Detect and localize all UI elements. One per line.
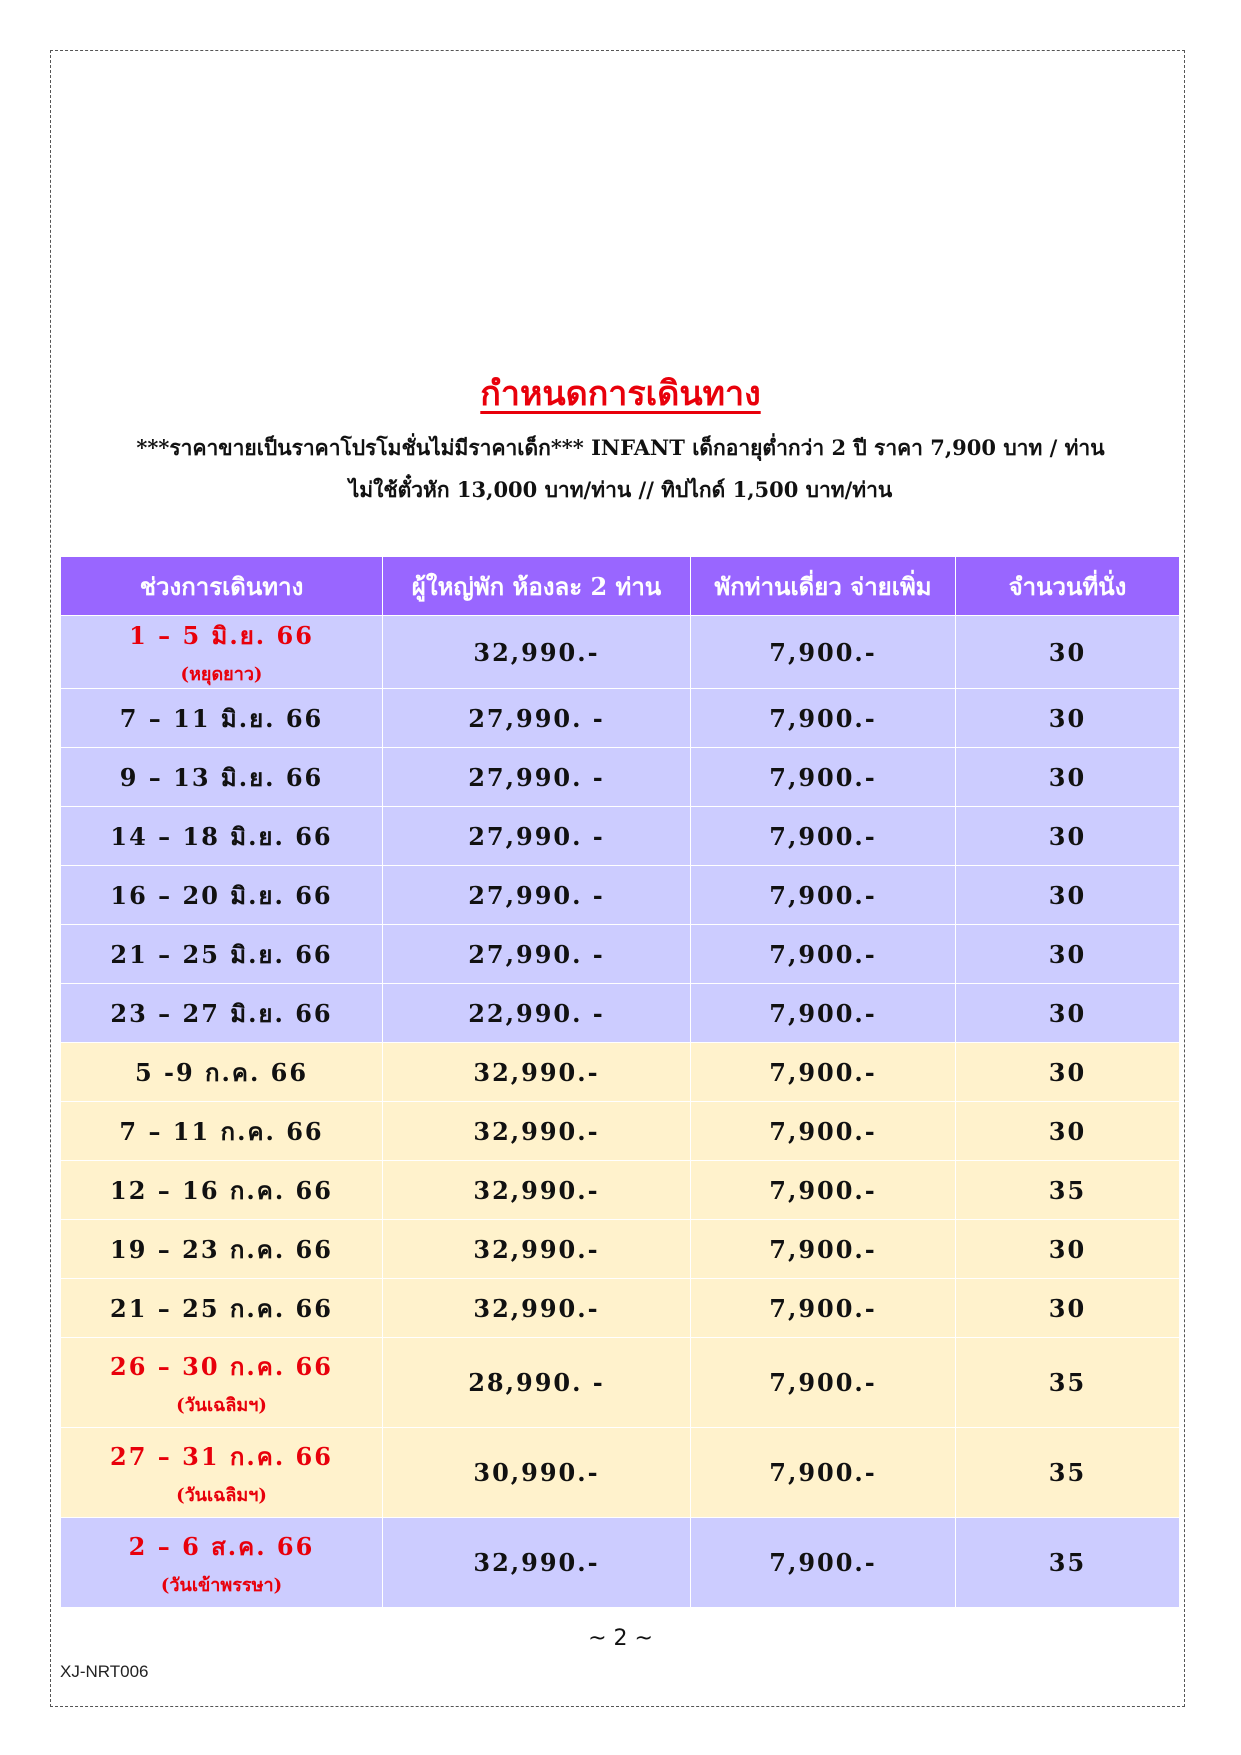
date-cell: 14 – 18 มิ.ย. 66 [61, 807, 383, 866]
table-row [61, 689, 1180, 748]
header-single-supplement: พักท่านเดี่ยว จ่ายเพิ่ม [691, 557, 956, 616]
table-row [61, 1043, 1180, 1102]
single-price-cell: 7,900.- [691, 748, 956, 807]
table-row [61, 984, 1180, 1043]
date-cell [61, 1428, 383, 1518]
date-text: 26 – 30 ก.ค. 66 [110, 1351, 333, 1381]
seats-cell: 35 [956, 1428, 1180, 1518]
adult-price-cell: 32,990.- [383, 616, 691, 689]
date-cell: 7 – 11 ก.ค. 66 [61, 1102, 383, 1161]
seats-cell: 30 [956, 1102, 1180, 1161]
date-cell [61, 1338, 383, 1428]
seats-cell: 30 [956, 807, 1180, 866]
single-price-cell: 7,900.- [691, 1161, 956, 1220]
table-row [61, 1279, 1180, 1338]
adult-price-cell: 27,990. - [383, 866, 691, 925]
table-row [61, 616, 1180, 689]
date-note: (วันเฉลิมฯ) [176, 1484, 267, 1506]
tip-note: ไม่ใช้ตั๋วหัก 13,000 บาท/ท่าน // ทิปไกด์ 1,500 บาท/ท่าน [348, 477, 893, 502]
single-price-cell: 7,900.- [691, 866, 956, 925]
adult-price-cell: 28,990. - [383, 1338, 691, 1428]
table-row [61, 1102, 1180, 1161]
single-price-cell: 7,900.- [691, 1279, 956, 1338]
date-cell: 21 – 25 ก.ค. 66 [61, 1279, 383, 1338]
table-row [61, 925, 1180, 984]
table-row [61, 748, 1180, 807]
date-text: 1 – 5 มิ.ย. 66 [129, 621, 314, 650]
adult-price-cell: 32,990.- [383, 1220, 691, 1279]
table-row [61, 807, 1180, 866]
table-header-row [61, 557, 1180, 616]
table-row [61, 1428, 1180, 1518]
adult-price-cell: 27,990. - [383, 689, 691, 748]
seats-cell: 30 [956, 1043, 1180, 1102]
seats-cell: 30 [956, 1279, 1180, 1338]
seats-cell: 35 [956, 1338, 1180, 1428]
single-price-cell: 7,900.- [691, 1338, 956, 1428]
header-adult-price: ผู้ใหญ่พัก ห้องละ 2 ท่าน [383, 557, 691, 616]
table-row [61, 1338, 1180, 1428]
adult-price-cell: 32,990.- [383, 1161, 691, 1220]
single-price-cell: 7,900.- [691, 925, 956, 984]
seats-cell: 30 [956, 984, 1180, 1043]
page-number: ~ 2 ~ [588, 1626, 653, 1651]
header-seats: จำนวนที่นั่ง [956, 557, 1180, 616]
date-text: 27 – 31 ก.ค. 66 [110, 1441, 333, 1471]
date-cell: 5 -9 ก.ค. 66 [61, 1043, 383, 1102]
seats-cell: 30 [956, 866, 1180, 925]
adult-price-cell: 30,990.- [383, 1428, 691, 1518]
date-note: (หยุดยาว) [180, 664, 263, 685]
single-price-cell: 7,900.- [691, 616, 956, 689]
seats-cell: 30 [956, 925, 1180, 984]
adult-price-cell: 27,990. - [383, 807, 691, 866]
date-note: (วันเข้าพรรษา) [160, 1574, 283, 1596]
adult-price-cell: 32,990.- [383, 1518, 691, 1608]
single-price-cell: 7,900.- [691, 1428, 956, 1518]
date-cell: 21 – 25 มิ.ย. 66 [61, 925, 383, 984]
single-price-cell: 7,900.- [691, 1518, 956, 1608]
seats-cell: 35 [956, 1161, 1180, 1220]
date-cell: 12 – 16 ก.ค. 66 [61, 1161, 383, 1220]
date-note: (วันเฉลิมฯ) [176, 1394, 267, 1416]
date-cell: 16 – 20 มิ.ย. 66 [61, 866, 383, 925]
date-cell: 7 – 11 มิ.ย. 66 [61, 689, 383, 748]
single-price-cell: 7,900.- [691, 689, 956, 748]
date-cell [61, 1518, 383, 1608]
table-row [61, 1518, 1180, 1608]
page-title: กำหนดการเดินทาง [480, 374, 761, 414]
adult-price-cell: 27,990. - [383, 748, 691, 807]
tour-code: XJ-NRT006 [60, 1662, 149, 1681]
date-cell [61, 616, 383, 689]
date-cell: 9 – 13 มิ.ย. 66 [61, 748, 383, 807]
table-row [61, 866, 1180, 925]
adult-price-cell: 22,990. - [383, 984, 691, 1043]
table-row [61, 1220, 1180, 1279]
seats-cell: 30 [956, 748, 1180, 807]
seats-cell: 30 [956, 1220, 1180, 1279]
single-price-cell: 7,900.- [691, 984, 956, 1043]
adult-price-cell: 32,990.- [383, 1279, 691, 1338]
date-cell: 23 – 27 มิ.ย. 66 [61, 984, 383, 1043]
header-travel-period: ช่วงการเดินทาง [61, 557, 383, 616]
pricing-note: ***ราคาขายเป็นราคาโปรโมชั่นไม่มีราคาเด็ก*** INFANT เด็กอายุต่ำกว่า 2 ปี ราคา 7,900 บาท / ท่าน [136, 435, 1105, 460]
seats-cell: 30 [956, 689, 1180, 748]
single-price-cell: 7,900.- [691, 1102, 956, 1161]
table-row [61, 1161, 1180, 1220]
seats-cell: 35 [956, 1518, 1180, 1608]
single-price-cell: 7,900.- [691, 1043, 956, 1102]
single-price-cell: 7,900.- [691, 1220, 956, 1279]
date-text: 2 – 6 ส.ค. 66 [128, 1531, 315, 1561]
single-price-cell: 7,900.- [691, 807, 956, 866]
adult-price-cell: 32,990.- [383, 1043, 691, 1102]
date-cell: 19 – 23 ก.ค. 66 [61, 1220, 383, 1279]
schedule-table [60, 556, 1180, 1608]
adult-price-cell: 32,990.- [383, 1102, 691, 1161]
adult-price-cell: 27,990. - [383, 925, 691, 984]
seats-cell: 30 [956, 616, 1180, 689]
